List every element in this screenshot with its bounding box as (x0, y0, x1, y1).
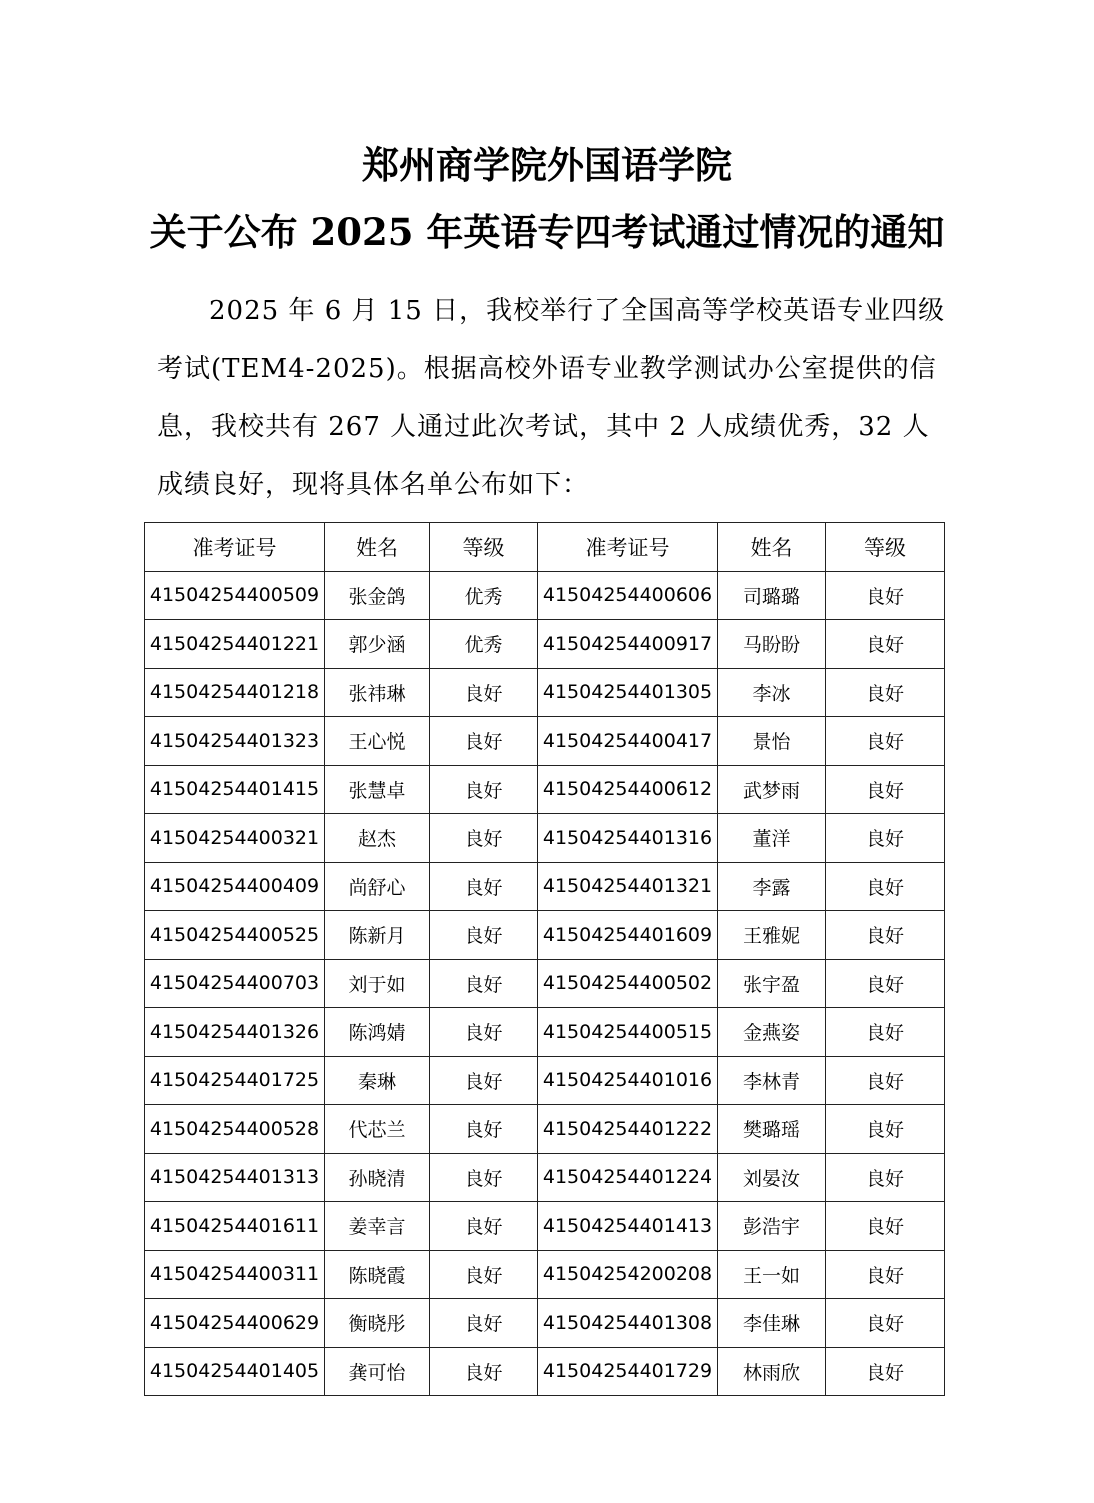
cell-exam-id: 41504254401413 (538, 1202, 718, 1251)
cell-name: 李露 (718, 862, 826, 911)
table-row (145, 571, 945, 620)
cell-grade: 良好 (826, 668, 945, 717)
cell-name: 景怡 (718, 717, 826, 766)
cell-exam-id: 41504254400502 (538, 959, 718, 1008)
table-row (145, 1202, 945, 1251)
table-row (145, 862, 945, 911)
table-row (145, 1250, 945, 1299)
result-table (144, 522, 945, 1396)
table-row (145, 959, 945, 1008)
cell-name: 彭浩宇 (718, 1202, 826, 1251)
header-exam-id: 准考证号 (145, 523, 325, 572)
cell-name: 姜幸言 (325, 1202, 430, 1251)
cell-grade: 良好 (430, 814, 538, 863)
cell-name: 郭少涵 (325, 620, 430, 669)
cell-name: 尚舒心 (325, 862, 430, 911)
cell-exam-id: 41504254400528 (145, 1105, 325, 1154)
cell-exam-id: 41504254401016 (538, 1056, 718, 1105)
header-grade: 等级 (430, 523, 538, 572)
cell-exam-id: 41504254200208 (538, 1250, 718, 1299)
cell-grade: 良好 (826, 765, 945, 814)
cell-grade: 良好 (826, 1299, 945, 1348)
table-row (145, 911, 945, 960)
cell-name: 林雨欣 (718, 1347, 826, 1396)
cell-name: 李冰 (718, 668, 826, 717)
cell-exam-id: 41504254400311 (145, 1250, 325, 1299)
cell-grade: 良好 (430, 911, 538, 960)
cell-exam-id: 41504254400612 (538, 765, 718, 814)
cell-name: 张金鸽 (325, 571, 430, 620)
cell-exam-id: 41504254400606 (538, 571, 718, 620)
table-row (145, 1008, 945, 1057)
cell-grade: 优秀 (430, 620, 538, 669)
cell-name: 孙晓清 (325, 1153, 430, 1202)
cell-exam-id: 41504254401224 (538, 1153, 718, 1202)
cell-grade: 良好 (430, 862, 538, 911)
cell-exam-id: 41504254400703 (145, 959, 325, 1008)
paragraph-line: 息，我校共有 267 人通过此次考试，其中 2 人成绩优秀，32 人 (157, 412, 930, 442)
cell-exam-id: 41504254401323 (145, 717, 325, 766)
cell-exam-id: 41504254401415 (145, 765, 325, 814)
notice-title-line2: 关于公布 2025 年英语专四考试通过情况的通知 (149, 210, 945, 254)
table-row (145, 1347, 945, 1396)
cell-name: 马盼盼 (718, 620, 826, 669)
cell-grade: 良好 (826, 1008, 945, 1057)
cell-grade: 良好 (430, 1250, 538, 1299)
table-header-row (145, 523, 945, 572)
cell-exam-id: 41504254401316 (538, 814, 718, 863)
cell-grade: 良好 (826, 620, 945, 669)
cell-name: 衡晓彤 (325, 1299, 430, 1348)
cell-name: 王雅妮 (718, 911, 826, 960)
cell-exam-id: 41504254400629 (145, 1299, 325, 1348)
cell-grade: 良好 (826, 1105, 945, 1154)
cell-name: 王一如 (718, 1250, 826, 1299)
cell-exam-id: 41504254401221 (145, 620, 325, 669)
cell-grade: 良好 (430, 1105, 538, 1154)
cell-name: 代芯兰 (325, 1105, 430, 1154)
cell-name: 赵杰 (325, 814, 430, 863)
cell-exam-id: 41504254401308 (538, 1299, 718, 1348)
header-name: 姓名 (325, 523, 430, 572)
cell-grade: 良好 (430, 1202, 538, 1251)
cell-name: 金燕姿 (718, 1008, 826, 1057)
cell-exam-id: 41504254400525 (145, 911, 325, 960)
cell-grade: 良好 (430, 1347, 538, 1396)
cell-exam-id: 41504254401305 (538, 668, 718, 717)
cell-exam-id: 41504254401218 (145, 668, 325, 717)
cell-grade: 良好 (826, 1250, 945, 1299)
table-row (145, 1056, 945, 1105)
cell-grade: 良好 (430, 1153, 538, 1202)
cell-exam-id: 41504254401313 (145, 1153, 325, 1202)
cell-grade: 优秀 (430, 571, 538, 620)
cell-name: 李林青 (718, 1056, 826, 1105)
cell-grade: 良好 (430, 1008, 538, 1057)
cell-exam-id: 41504254401326 (145, 1008, 325, 1057)
cell-grade: 良好 (826, 571, 945, 620)
cell-exam-id: 41504254401405 (145, 1347, 325, 1396)
cell-name: 樊璐瑶 (718, 1105, 826, 1154)
cell-grade: 良好 (826, 862, 945, 911)
cell-grade: 良好 (430, 765, 538, 814)
header-exam-id: 准考证号 (538, 523, 718, 572)
cell-name: 陈鸿婧 (325, 1008, 430, 1057)
cell-name: 司璐璐 (718, 571, 826, 620)
cell-grade: 良好 (430, 1056, 538, 1105)
cell-name: 张祎琳 (325, 668, 430, 717)
cell-name: 龚可怡 (325, 1347, 430, 1396)
table-row (145, 717, 945, 766)
cell-grade: 良好 (430, 668, 538, 717)
cell-name: 刘于如 (325, 959, 430, 1008)
cell-exam-id: 41504254401222 (538, 1105, 718, 1154)
cell-name: 陈新月 (325, 911, 430, 960)
table-row (145, 1105, 945, 1154)
cell-name: 李佳琳 (718, 1299, 826, 1348)
notice-paragraph (157, 282, 947, 514)
cell-exam-id: 41504254401611 (145, 1202, 325, 1251)
cell-exam-id: 41504254400409 (145, 862, 325, 911)
cell-exam-id: 41504254400515 (538, 1008, 718, 1057)
cell-name: 武梦雨 (718, 765, 826, 814)
cell-name: 董洋 (718, 814, 826, 863)
table-row (145, 668, 945, 717)
cell-exam-id: 41504254401729 (538, 1347, 718, 1396)
cell-grade: 良好 (826, 1202, 945, 1251)
table-row (145, 765, 945, 814)
cell-grade: 良好 (826, 1153, 945, 1202)
table-row (145, 1153, 945, 1202)
paragraph-line: 2025 年 6 月 15 日，我校举行了全国高等学校英语专业四级 (209, 296, 946, 326)
cell-name: 刘晏汝 (718, 1153, 826, 1202)
cell-name: 秦琳 (325, 1056, 430, 1105)
cell-exam-id: 41504254400417 (538, 717, 718, 766)
cell-grade: 良好 (826, 1056, 945, 1105)
cell-grade: 良好 (826, 959, 945, 1008)
cell-exam-id: 41504254400509 (145, 571, 325, 620)
cell-name: 张宇盈 (718, 959, 826, 1008)
table-row (145, 1299, 945, 1348)
cell-grade: 良好 (826, 911, 945, 960)
cell-grade: 良好 (430, 959, 538, 1008)
cell-grade: 良好 (430, 1299, 538, 1348)
header-grade: 等级 (826, 523, 945, 572)
cell-name: 张慧卓 (325, 765, 430, 814)
cell-exam-id: 41504254400321 (145, 814, 325, 863)
cell-grade: 良好 (826, 1347, 945, 1396)
table-body (145, 571, 945, 1396)
cell-name: 陈晓霞 (325, 1250, 430, 1299)
notice-title-line1: 郑州商学院外国语学院 (362, 143, 732, 187)
cell-exam-id: 41504254401725 (145, 1056, 325, 1105)
cell-exam-id: 41504254400917 (538, 620, 718, 669)
table-row (145, 814, 945, 863)
paragraph-line: 成绩良好，现将具体名单公布如下： (157, 470, 590, 500)
cell-grade: 良好 (826, 717, 945, 766)
cell-exam-id: 41504254401321 (538, 862, 718, 911)
cell-grade: 良好 (430, 717, 538, 766)
cell-name: 王心悦 (325, 717, 430, 766)
cell-grade: 良好 (826, 814, 945, 863)
cell-exam-id: 41504254401609 (538, 911, 718, 960)
paragraph-line: 考试(TEM4-2025)。根据高校外语专业教学测试办公室提供的信 (157, 354, 937, 384)
header-name: 姓名 (718, 523, 826, 572)
table-row (145, 620, 945, 669)
